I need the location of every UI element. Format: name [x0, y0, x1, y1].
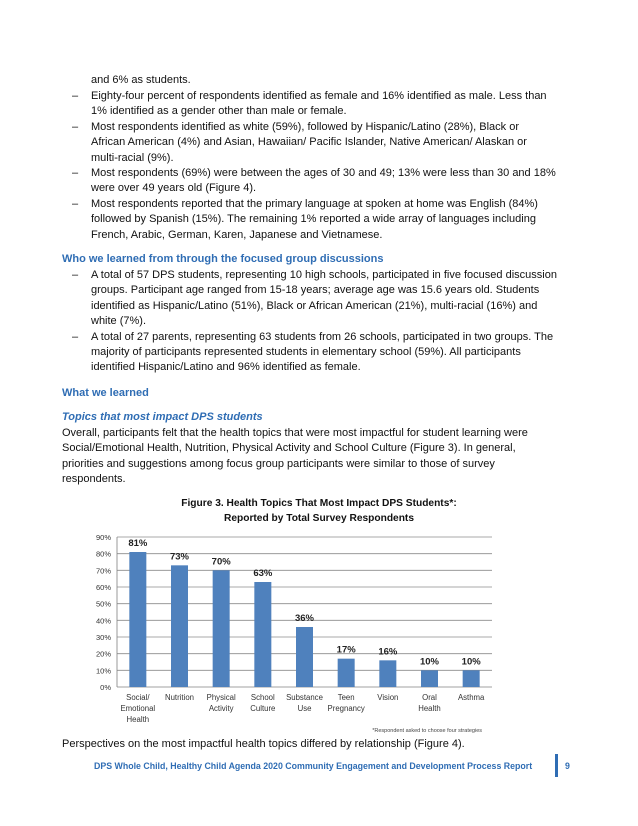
- bar: [338, 659, 355, 687]
- category-label: Vision: [377, 693, 399, 702]
- bullet-line: Most respondents identified as white (59%), followed by Hispanic/Latino (28%), Black or: [91, 120, 519, 133]
- category-label: Substance: [286, 693, 323, 702]
- category-label: Activity: [208, 704, 234, 713]
- bullet-line: Most respondents reported that the primary language at spoken at home was English (84%): [91, 197, 538, 210]
- bullet-line: identified Hispanic/Latino and 96% identified as female.: [91, 361, 361, 374]
- data-label: 17%: [336, 644, 356, 656]
- category-label: Social/: [126, 693, 150, 702]
- data-label: 10%: [461, 656, 481, 668]
- y-tick-label: 80%: [95, 549, 111, 559]
- bullet-dash: –: [72, 167, 79, 180]
- bullet-dash: –: [72, 120, 79, 133]
- category-label: Health: [418, 704, 441, 713]
- bullet-dash: –: [72, 90, 79, 102]
- category-label: Physical: [206, 693, 236, 702]
- y-tick-label: 50%: [95, 599, 111, 609]
- page-number: 9: [565, 761, 570, 771]
- bullet-line: multi-racial (9%).: [91, 151, 174, 164]
- data-label: 70%: [211, 556, 231, 568]
- bar: [296, 627, 313, 687]
- category-label: Teen: [337, 693, 355, 702]
- bullet-line: white (7%).: [91, 315, 147, 328]
- bullet-dash: –: [72, 197, 79, 210]
- focus-groups-list: [62, 268, 582, 376]
- bullet-line: were over 49 years old (Figure 4).: [91, 182, 257, 195]
- closing-sentence: Perspectives on the most impactful health topics differed by relationship (Figure 4).: [62, 738, 465, 750]
- survey-bullet: [62, 120, 582, 166]
- data-label: 63%: [253, 568, 273, 579]
- y-tick-label: 40%: [95, 616, 111, 626]
- paragraph-line: Overall, participants felt that the health topics that were most impactful for student learning were: [62, 427, 528, 439]
- category-label: Pregnancy: [327, 704, 365, 713]
- paragraph-line: Social/Emotional Health, Nutrition, Physical Activity and School Culture (Figure 3). In general,: [62, 442, 516, 455]
- data-label: 81%: [128, 538, 148, 549]
- focus-groups-heading: Who we learned from through the focused group discussions: [62, 253, 384, 265]
- survey-bullet: [62, 89, 582, 120]
- figure-subtitle: Reported by Total Survey Respondents: [223, 513, 414, 524]
- bullet-dash: –: [72, 330, 79, 343]
- category-label: Nutrition: [164, 693, 195, 702]
- y-tick-label: 10%: [95, 666, 111, 676]
- bullet-line: majority of participants represented students in elementary school (59%). All participants: [91, 346, 521, 359]
- bullet-line: Eighty-four percent of respondents identified as female and 16% identified as male. Less than: [91, 90, 547, 102]
- bullet-dash: –: [72, 269, 79, 281]
- bar: [463, 670, 480, 687]
- bullet-line: A total of 57 DPS students, representing 10 high schools, participated in five focused discussion: [91, 269, 557, 281]
- footer-text: DPS Whole Child, Healthy Child Agenda 2020 Community Engagement and Development Process Report: [94, 761, 533, 771]
- footer-divider: [555, 754, 558, 777]
- bullet-line: 1% identified as a gender other than male or female.: [91, 105, 347, 118]
- bullet-line: A total of 27 parents, representing 63 students from 26 schools, participated in two groups. The: [91, 330, 554, 343]
- data-label: 16%: [378, 646, 398, 658]
- survey-bullet: [62, 197, 582, 243]
- data-label: 36%: [294, 613, 315, 624]
- category-label: Health: [126, 715, 150, 724]
- category-label: School: [250, 693, 275, 702]
- y-tick-label: 30%: [95, 633, 111, 642]
- bullet-line: French, Arabic, German, Karen, Japanese and Vietnamese.: [91, 228, 383, 241]
- figure-title: Figure 3. Health Topics That Most Impact DPS Students*:: [181, 498, 457, 509]
- y-tick-label: 20%: [95, 649, 111, 659]
- survey-bullet: [62, 166, 582, 197]
- category-label: Use: [297, 704, 312, 713]
- bar: [254, 582, 271, 687]
- bar: [213, 570, 230, 687]
- bullet-line: identified as Hispanic/Latino (51%), Black or African American (21%), multi-racial (16%) and: [91, 299, 538, 312]
- y-tick-label: 0%: [100, 683, 111, 692]
- topics-paragraph: [62, 426, 582, 488]
- category-label: Asthma: [457, 693, 485, 702]
- bullet-line: followed by Spanish (15%). The remaining 1% reported a wide array of languages including: [91, 213, 536, 226]
- y-tick-label: 60%: [95, 583, 111, 592]
- category-label: Emotional: [120, 704, 156, 713]
- bullet-line: groups. Participant age ranged from 15-18 years; average age was 15.6 years old. Students: [91, 284, 540, 297]
- bar: [129, 552, 146, 687]
- bullet-line: African American (4%) and Asian, Hawaiian/ Pacific Islander, Native American/ Alaskan or: [91, 136, 527, 149]
- bar: [379, 660, 396, 687]
- topics-heading: Topics that most impact DPS students: [62, 411, 263, 423]
- data-label: 10%: [419, 656, 440, 668]
- bar-chart: [0, 528, 638, 738]
- data-label: 73%: [169, 551, 190, 563]
- bar: [171, 565, 188, 687]
- survey-demographics-list: [62, 89, 582, 243]
- chart-footnote: *Respondent asked to choose four strategies: [372, 728, 482, 734]
- paragraph-line: respondents.: [62, 473, 126, 486]
- y-tick-label: 70%: [95, 566, 111, 576]
- bullet-line: Most respondents (69%) were between the ages of 30 and 49; 13% were less than 30 and 18%: [91, 167, 556, 180]
- what-we-learned-heading: What we learned: [62, 387, 149, 399]
- continuation-line: and 6% as students.: [91, 74, 191, 86]
- y-tick-label: 90%: [95, 533, 111, 542]
- category-label: Oral: [422, 693, 437, 702]
- paragraph-line: priorities and suggestions among focus group participants were similar to those of survey: [62, 457, 495, 470]
- category-label: Culture: [250, 704, 276, 713]
- focus-bullet: [62, 268, 582, 330]
- bar: [421, 670, 438, 687]
- focus-bullet: [62, 330, 582, 376]
